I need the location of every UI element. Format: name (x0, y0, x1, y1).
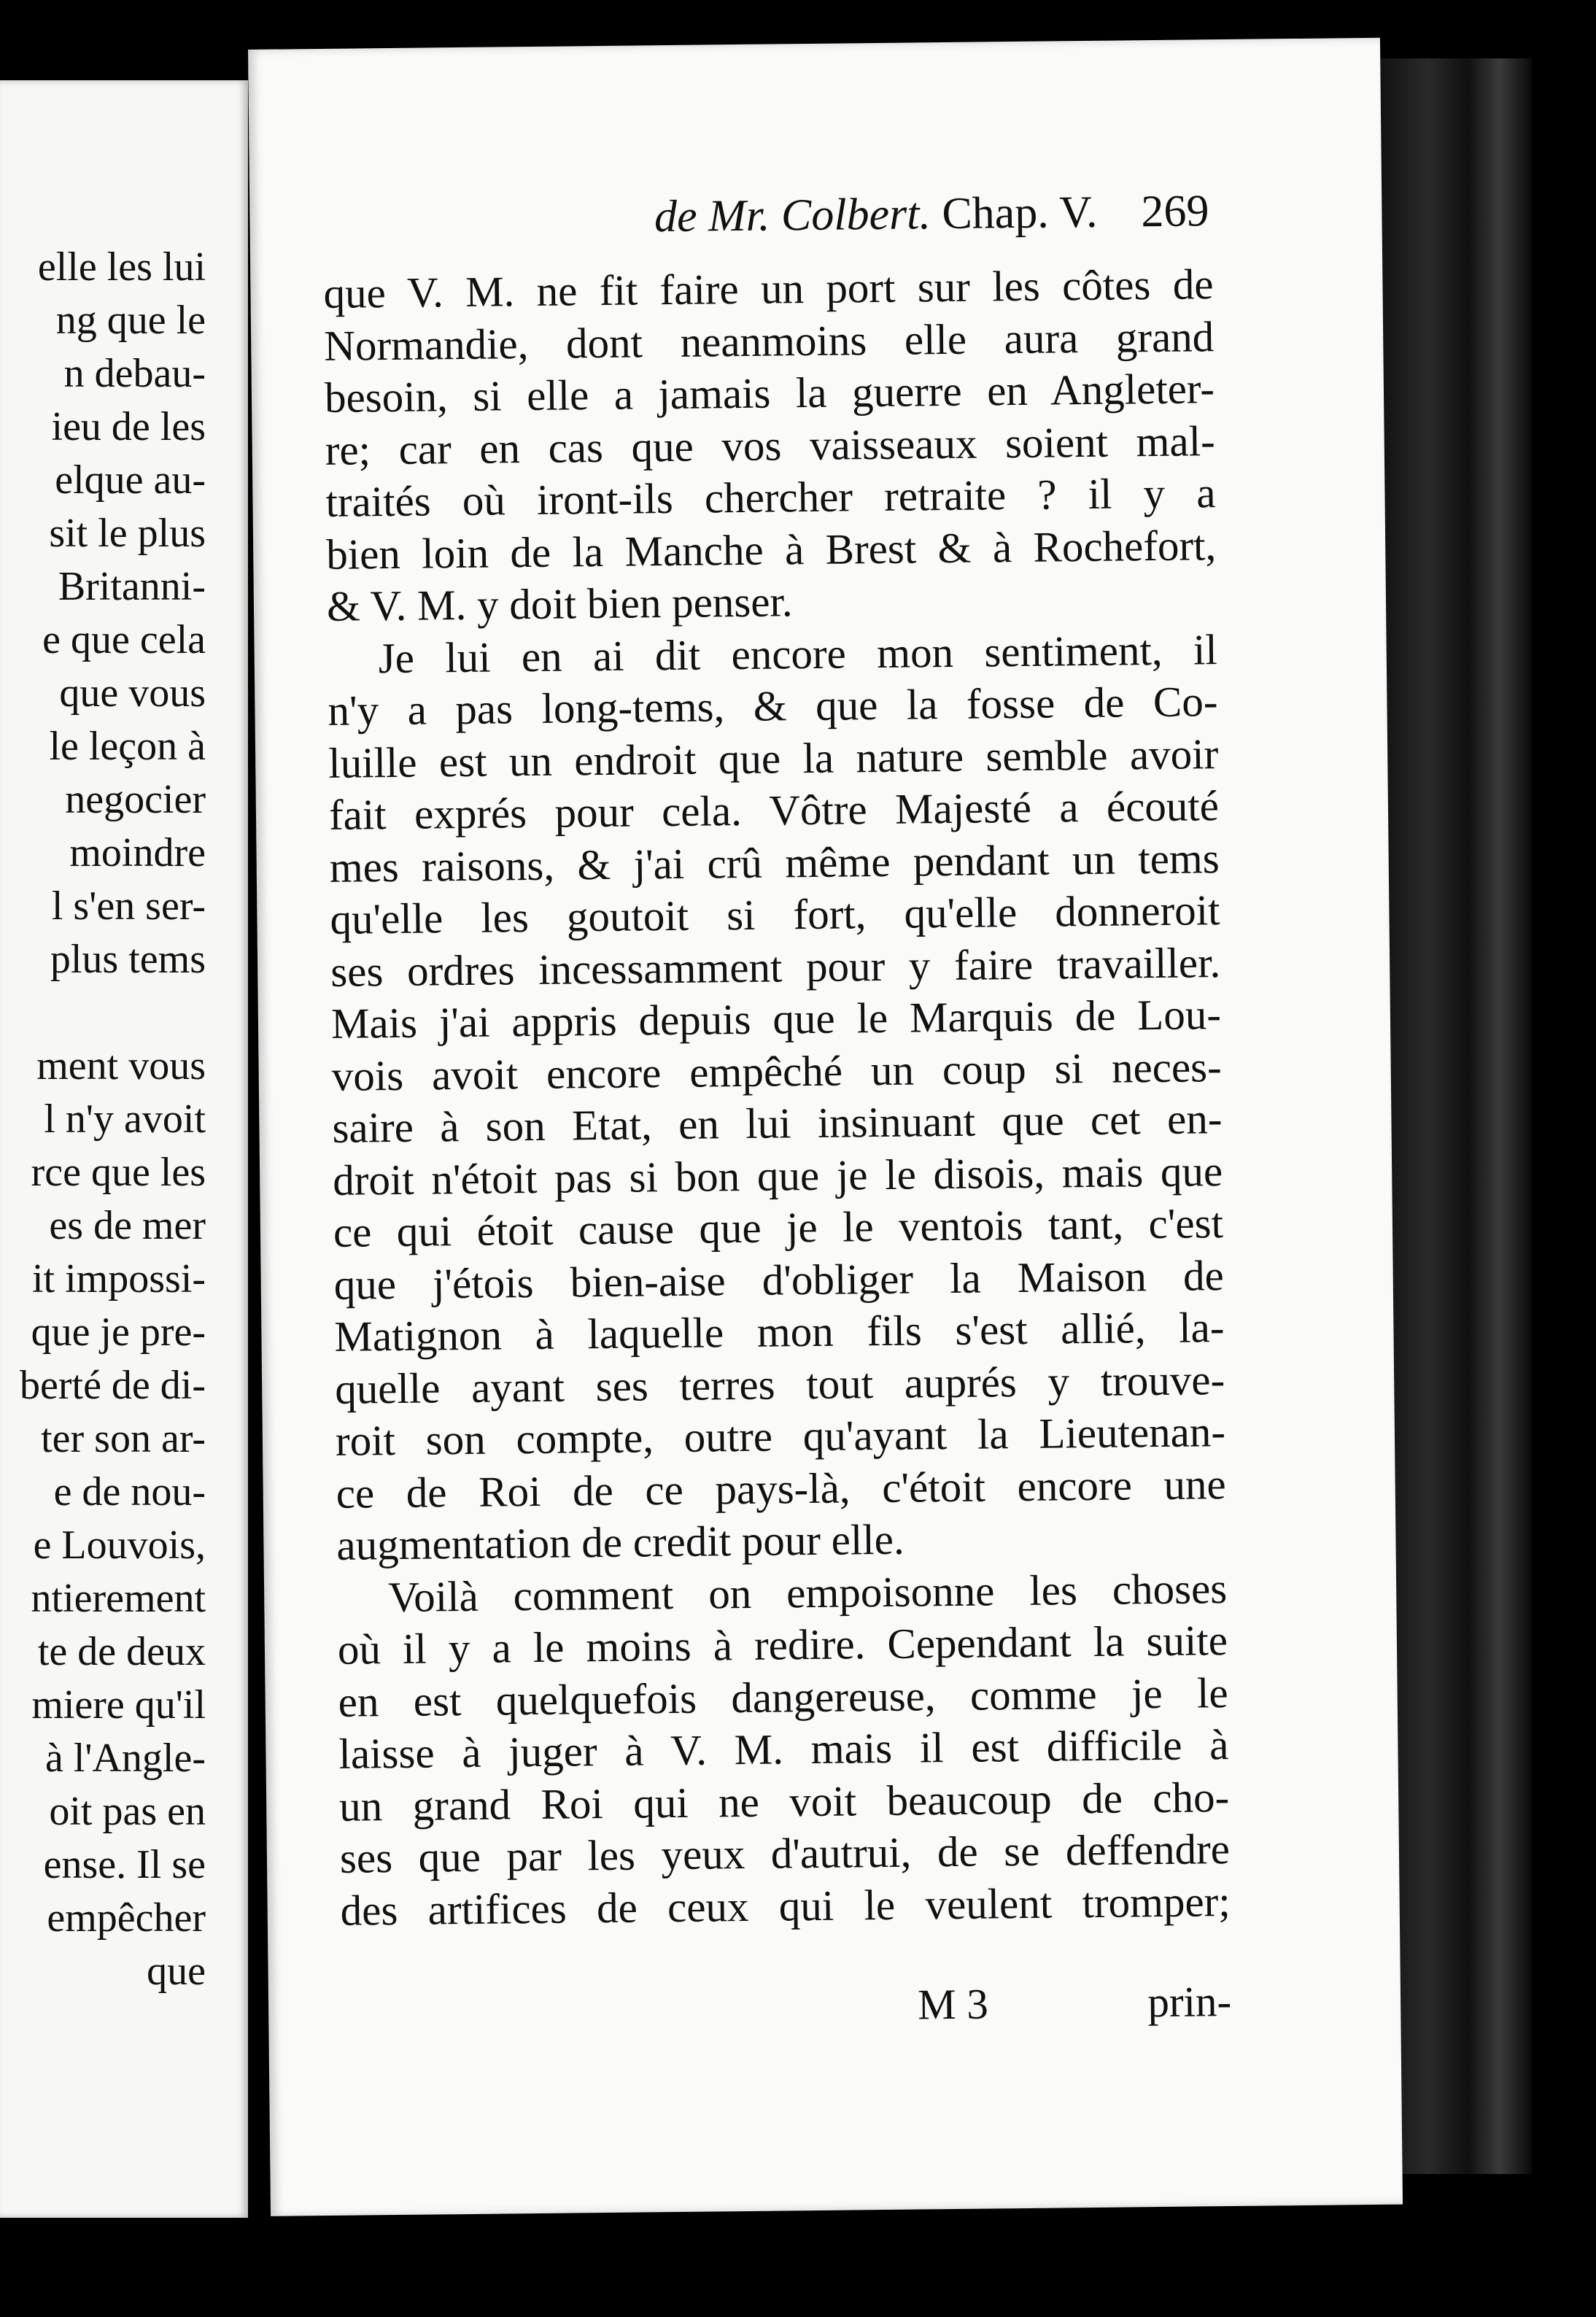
left-line: rce que les (31, 1150, 206, 1195)
left-line: ng que le (55, 298, 206, 343)
text-line: re; car en cas que vos vaisseaux soient mal- (325, 416, 1216, 474)
signature-mark: M 3 (917, 1979, 989, 2029)
left-line: que vous (59, 670, 206, 716)
left-line: sit le plus (49, 511, 206, 556)
left-line: le leçon à (49, 724, 206, 769)
left-line: oit pas en (49, 1789, 206, 1834)
page-number: 269 (1141, 186, 1209, 237)
text-line: bien loin de la Manche à Brest & à Rochefort, (325, 520, 1217, 579)
text-line: un grand Roi qui ne voit beaucoup de cho- (338, 1772, 1230, 1830)
left-line: ntierement (31, 1576, 206, 1621)
left-line: te de deux (37, 1629, 206, 1674)
left-line: plus tems (50, 937, 206, 982)
text-line: quelle ayant ses terres tout auprés y trouve- (334, 1355, 1225, 1413)
left-page-text (20, 241, 206, 1998)
left-line: l n'y avoit (44, 1096, 206, 1142)
text-line: fait exprés pour cela. Vôtre Majesté a écouté (328, 781, 1220, 839)
left-line: empêcher (47, 1895, 206, 1941)
left-line: moindre (69, 830, 206, 875)
text-line: ce qui étoit cause que je le ventois tant, c'est (333, 1199, 1224, 1256)
left-line: elque au- (55, 457, 206, 503)
catchword: prin- (1147, 1977, 1232, 2027)
left-line: à l'Angle- (44, 1736, 206, 1781)
text-line: Je lui en ai dit encore mon sentiment, il (378, 624, 1218, 682)
left-line: elle les lui (37, 244, 206, 290)
text-line: ses que par les yeux d'autrui, de se deffendre (339, 1825, 1231, 1882)
left-line: ieu de les (51, 404, 206, 449)
text-line: qu'elle les goutoit si fort, qu'elle donneroit (330, 886, 1220, 943)
left-line: Britanni- (58, 564, 206, 609)
left-line: ense. Il se (43, 1842, 206, 1887)
book-page (248, 38, 1403, 2216)
text-line: besoin, si elle a jamais la guerre en Angleter- (324, 364, 1215, 422)
text-line: des artifices de ceux qui le veulent tromper; (340, 1876, 1231, 1935)
text-line: n'y a pas long-tems, & que la fosse de Co- (328, 677, 1218, 735)
text-line: laisse à juger à V. M. mais il est difficile à (338, 1720, 1229, 1778)
text-line: roit son compte, outre qu'ayant la Lieutenan- (335, 1407, 1226, 1465)
left-line: it impossi- (31, 1256, 206, 1301)
text-line: Normandie, dont neanmoins elle aura grand (323, 312, 1215, 370)
page-footer (341, 1976, 1232, 2029)
left-line-gap (20, 986, 206, 1040)
text-line: droit n'étoit pas si bon que je le disois, mais que (332, 1146, 1223, 1204)
left-line: que (147, 1949, 206, 1994)
page-header (249, 185, 1209, 247)
text-line: où il y a le moins à redire. Cependant la suite (337, 1616, 1228, 1674)
left-line: l s'en ser- (51, 883, 206, 929)
text-line: mes raisons, & j'ai crû même pendant un tems (329, 833, 1220, 891)
text-line: ses ordres incessamment pour y faire travailler. (330, 937, 1221, 996)
text-line: Voilà comment on empoisonne les choses (387, 1563, 1228, 1621)
left-line: ter son ar- (41, 1416, 206, 1461)
left-line: n debau- (63, 351, 206, 396)
text-line: en est quelquefois dangereuse, comme je le (338, 1668, 1228, 1726)
left-line: miere qu'il (31, 1682, 206, 1728)
text-line: que V. M. ne fit faire un port sur les côtes de (323, 260, 1214, 317)
text-line: ce de Roi de ce pays-là, c'étoit encore une (336, 1459, 1227, 1517)
left-line: ment vous (36, 1043, 206, 1088)
running-head: de Mr. Colbert. (654, 189, 931, 242)
text-line: traités où iront-ils chercher retraite ? il y a (325, 468, 1216, 526)
text-line: augmentation de credit pour elle. (336, 1515, 904, 1569)
left-facing-page (0, 80, 248, 2218)
left-line: negocier (65, 777, 206, 822)
left-line: e Louvois, (33, 1523, 206, 1568)
text-line: Matignon à laquelle mon fils s'est allié, la- (334, 1303, 1225, 1361)
text-line: vois avoit encore empêché un coup si neces- (331, 1042, 1223, 1100)
left-line: que je pre- (31, 1310, 206, 1355)
text-line: saire à son Etat, en lui insinuant que cet en- (332, 1094, 1223, 1152)
text-line: Mais j'ai appris depuis que le Marquis de Lou- (330, 990, 1222, 1048)
left-line: e que cela (42, 617, 206, 662)
text-line: que j'étois bien-aise d'obliger la Maison de (333, 1250, 1225, 1309)
text-line: luille est un endroit que la nature semble avoir (328, 729, 1219, 787)
chapter-label: Chap. V. (942, 187, 1098, 239)
left-line: es de mer (49, 1203, 206, 1248)
left-line: berté de di- (20, 1363, 206, 1408)
page-body (323, 258, 1231, 1937)
text-line: & V. M. y doit bien penser. (326, 577, 793, 630)
left-line: e de nou- (53, 1469, 206, 1515)
